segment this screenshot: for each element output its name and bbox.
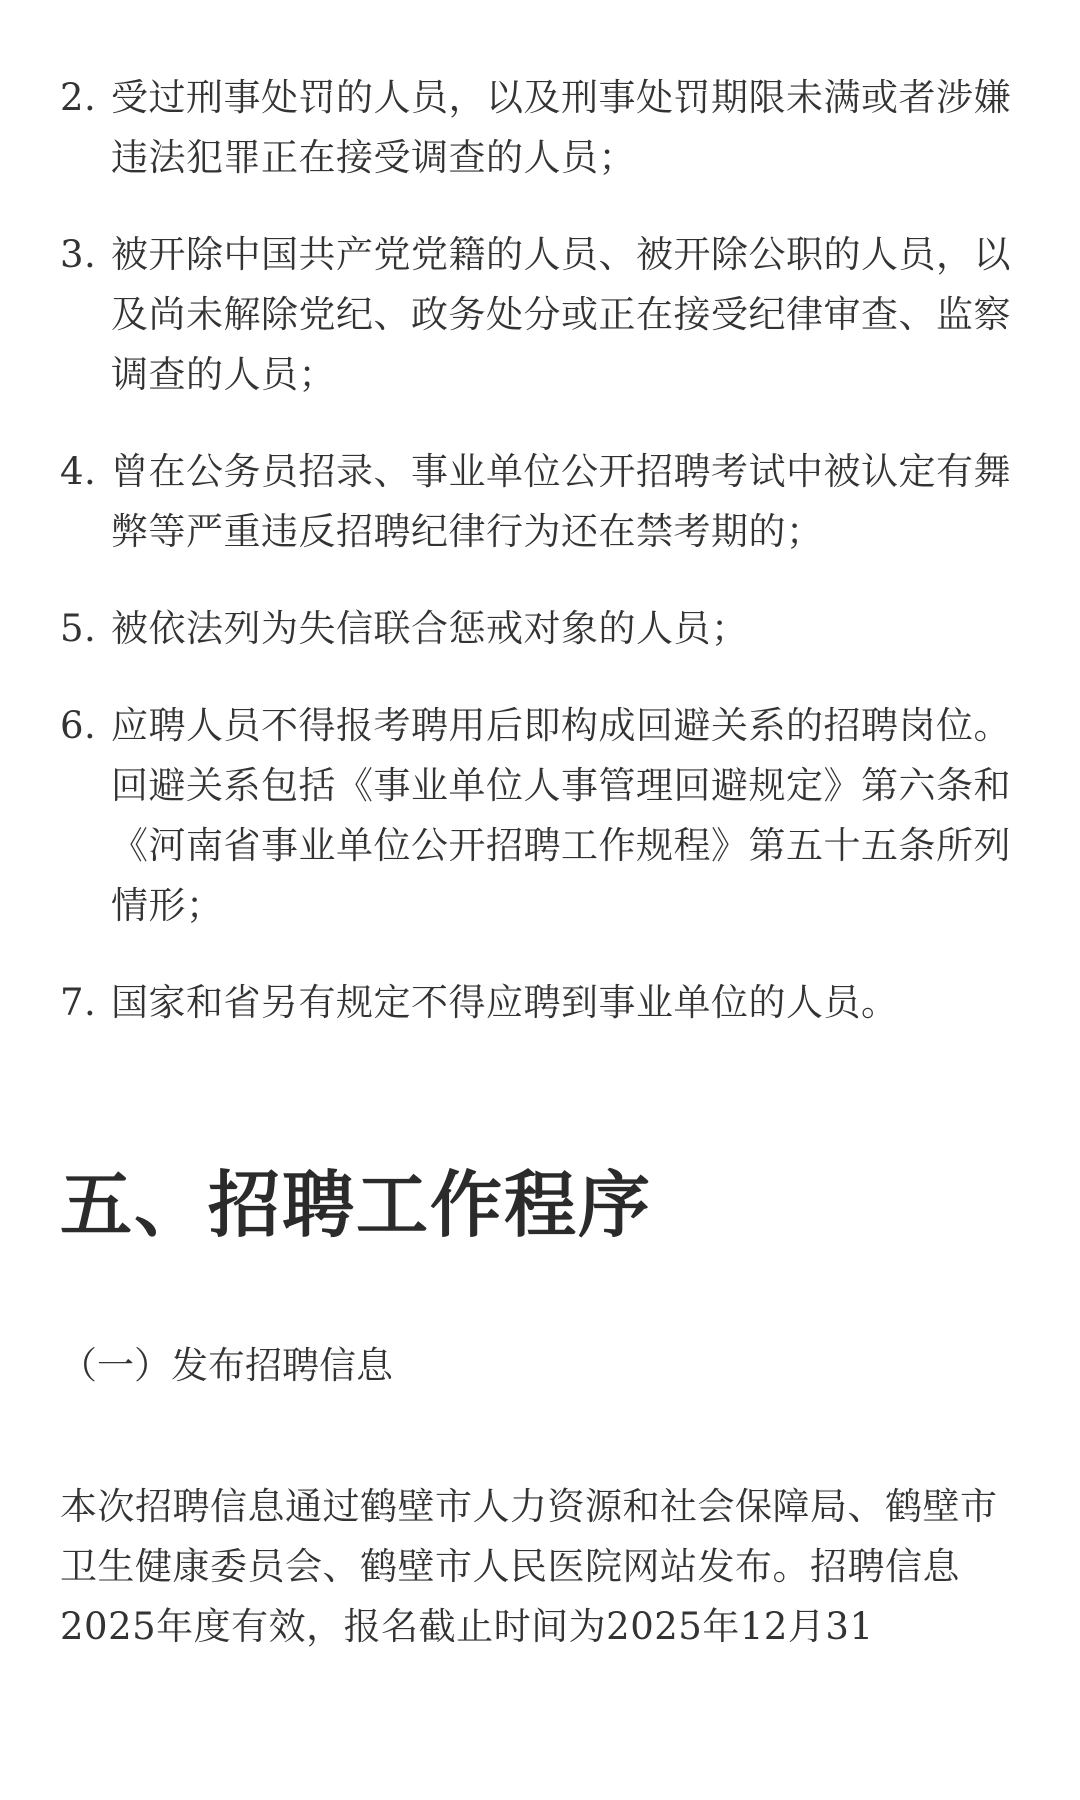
list-item-number: 2.	[60, 76, 97, 119]
list-item-text: 国家和省另有规定不得应聘到事业单位的人员。	[111, 981, 899, 1024]
list-item-text: 应聘人员不得报考聘用后即构成回避关系的招聘岗位。回避关系包括《事业单位人事管理回避规定》第六条和《河南省事业单位公开招聘工作规程》第五十五条所列情形；	[111, 704, 1011, 927]
list-item-number: 3.	[60, 233, 97, 276]
list-item-text: 受过刑事处罚的人员，以及刑事处罚期限未满或者涉嫌违法犯罪正在接受调查的人员；	[111, 76, 1011, 179]
body-paragraph: 本次招聘信息通过鹤壁市人力资源和社会保障局、鹤壁市卫生健康委员会、鹤壁市人民医院网站发布。招聘信息2025年度有效，报名截止时间为2025年12月31	[60, 1485, 998, 1648]
section-title: 五、招聘工作程序	[60, 1162, 653, 1247]
list-item	[60, 599, 1025, 659]
list-item	[60, 442, 1025, 562]
list-item-number: 7.	[60, 981, 97, 1024]
list-item	[60, 68, 1025, 188]
list-item-number: 5.	[60, 607, 97, 650]
list-item-text: 被开除中国共产党党籍的人员、被开除公职的人员，以及尚未解除党纪、政务处分或正在接受纪律审查、监察调查的人员；	[111, 233, 1011, 396]
subsection-heading: （一）发布招聘信息	[60, 1344, 393, 1387]
list-item	[60, 225, 1025, 405]
list-item	[60, 973, 1025, 1033]
list-item-number: 4.	[60, 450, 97, 493]
list-item-text: 被依法列为失信联合惩戒对象的人员；	[111, 607, 749, 650]
list-item	[60, 696, 1025, 936]
list-item-text: 曾在公务员招录、事业单位公开招聘考试中被认定有舞弊等严重违反招聘纪律行为还在禁考期的；	[111, 450, 1011, 553]
list-item-number: 6.	[60, 704, 97, 747]
disqualification-list	[60, 68, 1025, 1070]
